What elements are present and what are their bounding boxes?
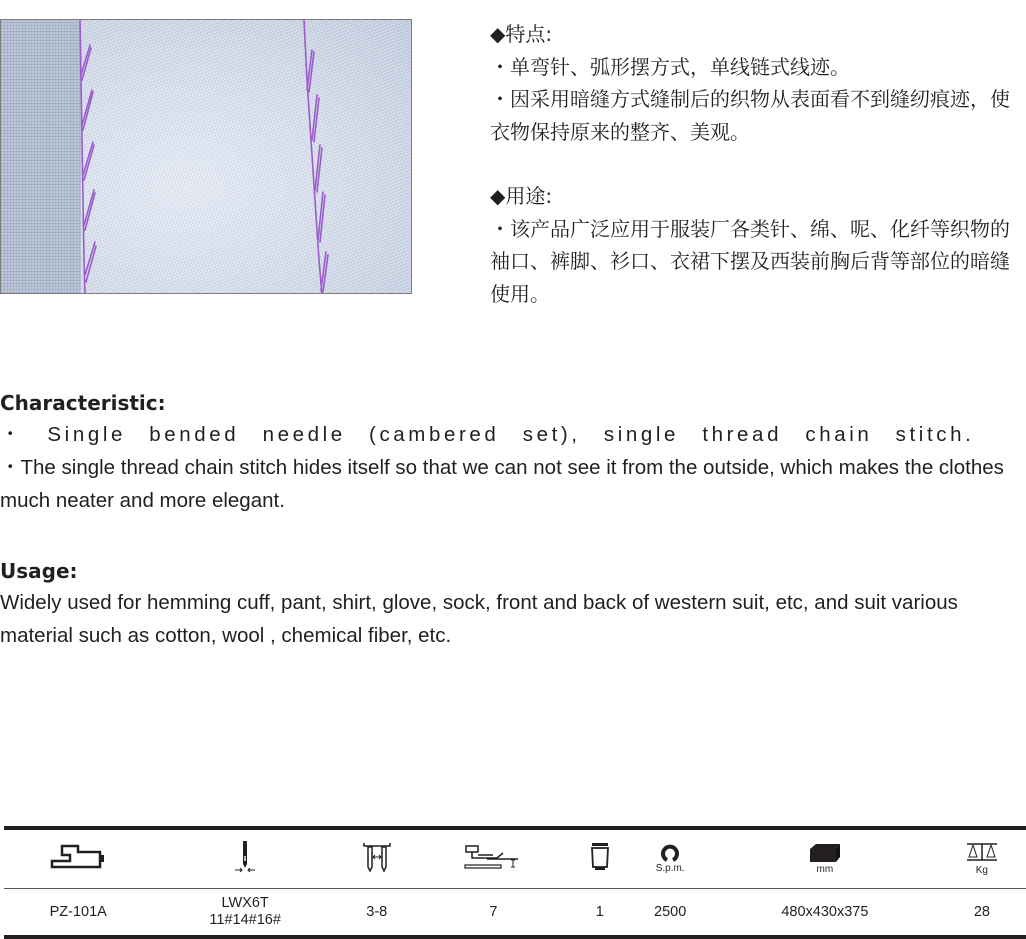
spec-icon-row: [4, 828, 1026, 889]
needle-type: LWX6T: [221, 895, 269, 911]
dimensions-box-icon: [808, 843, 842, 875]
spec-cell: [712, 828, 938, 889]
spec-cell: [416, 828, 572, 889]
characteristic-line: ・ Single bended needle (cambered set), single thread chain stitch.: [0, 423, 975, 446]
model-value: PZ-101A: [4, 889, 152, 938]
usage-item-cn: ・该产品广泛应用于服装厂各类针、绵、呢、化纤等织物的袖口、裤脚、衫口、衣裙下摆及西装前胸后背等部位的暗缝使用。: [490, 216, 1010, 306]
feature-item-cn: ・单弯针、弧形摆方式，单线链式线迹。: [490, 54, 850, 79]
blind-stitch-seams: [1, 20, 412, 294]
spec-cell: [152, 828, 337, 889]
features-title-cn: ◆特点:: [490, 22, 553, 46]
usage-title-cn: ◆用途:: [490, 184, 553, 208]
needle-icon: [233, 840, 257, 874]
usage-heading: Usage:: [0, 559, 78, 583]
thread-count-value: 1: [571, 889, 628, 938]
usage-text: Widely used for hemming cuff, pant, shirt, glove, sock, front and back of western suit, etc, and suit various material such as cotton, wool , chemical fiber, etc.: [0, 591, 958, 647]
spec-cell: [4, 828, 152, 889]
characteristic-line: ・The single thread chain stitch hides itself so that we can not see it from the outside, which makes the clothes much neater and more elegant.: [0, 456, 1004, 512]
english-description: [0, 388, 1010, 652]
spec-value-row: [4, 889, 1026, 938]
dimension-unit-caption: mm: [816, 864, 834, 875]
stitch-length-value: 3-8: [338, 889, 416, 938]
chinese-description: [490, 18, 1010, 310]
stitch-length-icon: [362, 841, 392, 873]
needle-value: [152, 889, 337, 938]
weight-unit-caption: Kg: [975, 865, 988, 876]
dimensions-value: 480x430x375: [712, 889, 938, 938]
sewing-machine-icon: [50, 843, 106, 871]
spec-table: [4, 826, 1026, 939]
rotation-speed-icon: [656, 844, 685, 874]
weight-scale-icon: [965, 842, 999, 876]
characteristic-heading: Characteristic:: [0, 391, 166, 415]
spec-cell: [628, 828, 712, 889]
fabric-stitch-photo: [0, 19, 412, 294]
spec-cell: [571, 828, 628, 889]
spec-cell: [338, 828, 416, 889]
thread-spool-icon: [589, 842, 611, 872]
presser-foot-lift-icon: [463, 843, 523, 871]
feature-item-cn: ・因采用暗缝方式缝制后的织物从表面看不到缝纫痕迹，使衣物保持原来的整齐、美观。: [490, 87, 1010, 144]
speed-unit-caption: S.p.m.: [655, 863, 685, 874]
needle-sizes: 11#14#16#: [209, 912, 281, 928]
speed-value: 2500: [628, 889, 712, 938]
presser-foot-lift-value: 7: [416, 889, 572, 938]
weight-value: 28: [938, 889, 1026, 938]
spec-cell: [938, 828, 1026, 889]
